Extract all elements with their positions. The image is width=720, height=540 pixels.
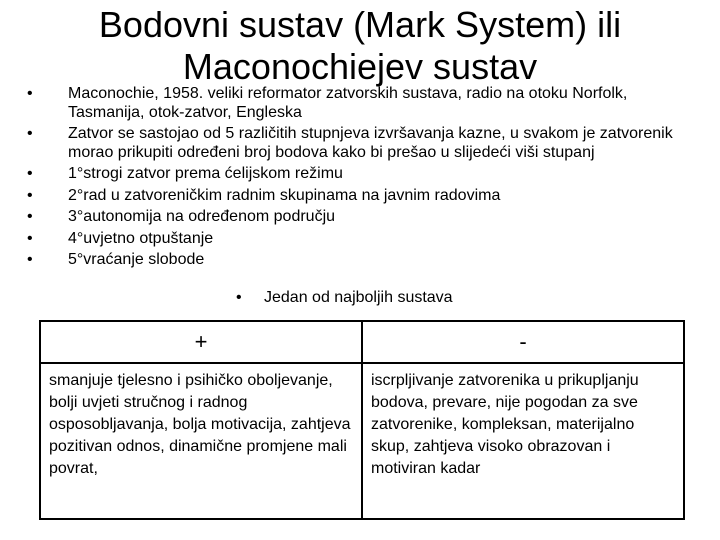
- pros-cons-table: [39, 320, 685, 520]
- table-row: [40, 363, 684, 519]
- bullet-item: [24, 230, 704, 249]
- bullet-dot: •: [27, 208, 33, 225]
- table-header-row: [40, 321, 684, 363]
- bullet-dot: •: [236, 289, 242, 306]
- bullet-dot: •: [27, 165, 33, 182]
- cons-header: -: [362, 321, 684, 363]
- cons-cell: iscrpljivanje zatvorenika u prikupljanju bodova, prevare, nije pogodan za sve zatvorenike, kompleksan, materijalno skup, zahtjeva visoko obrazovan i motiviran kadar: [362, 363, 684, 519]
- bullet-item: [24, 208, 704, 227]
- bullet-dot: •: [27, 251, 33, 268]
- bullet-text: 2°rad u zatvoreničkim radnim skupinama na javnim radovima: [68, 186, 501, 204]
- bullet-item: [24, 165, 704, 184]
- bullet-item: [24, 125, 704, 162]
- bullet-text: Maconochie, 1958. veliki reformator zatvorskih sustava, radio na otoku Norfolk, Tasmanija, otok-zatvor, Engleska: [68, 85, 628, 121]
- bullet-dot: •: [27, 125, 33, 142]
- bullet-dot: •: [27, 186, 33, 204]
- bullet-item: [24, 251, 704, 270]
- pros-cell: smanjuje tjelesno i psihičko oboljevanje, bolji uvjeti stručnog i radnog osposobljavanja, bolja motivacija, zahtjeva pozitivan odnos, dinamične promjene mali povrat,: [40, 363, 362, 519]
- bullet-dot: •: [27, 229, 33, 247]
- bullet-text: Zatvor se sastojao od 5 različitih stupnjeva izvršavanja kazne, u svakom je zatvorenik morao prikupiti određeni broj bodova kako bi prešao u slijedeći viši stupanj: [68, 125, 673, 161]
- bullet-text: 4°uvjetno otpuštanje: [68, 229, 214, 247]
- bullet-text: 3°autonomija na određenom području: [68, 208, 336, 225]
- summary-bullet: [236, 289, 453, 307]
- pros-header: +: [40, 321, 362, 363]
- bullet-dot: •: [27, 85, 33, 102]
- bullet-list: [24, 85, 704, 273]
- bullet-item: [24, 85, 704, 122]
- bullet-item: [24, 187, 704, 206]
- bullet-text: 1°strogi zatvor prema ćelijskom režimu: [68, 165, 343, 182]
- bullet-text: 5°vraćanje slobode: [68, 251, 205, 268]
- slide-title: Bodovni sustav (Mark System) ili Maconochiejev sustav: [98, 4, 622, 87]
- summary-text: Jedan od najboljih sustava: [264, 289, 453, 306]
